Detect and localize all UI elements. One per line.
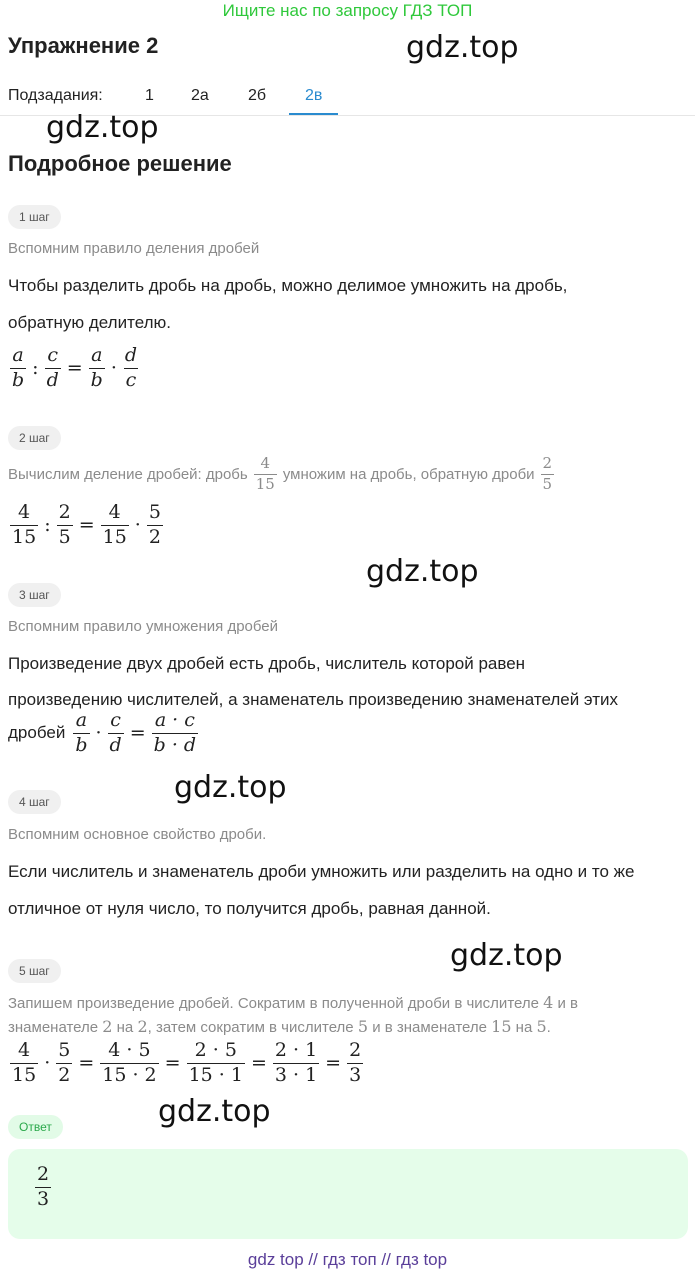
step-text: произведению числителей, а знаменатель произведению знаменателей этих: [8, 690, 619, 709]
step-text: Если числитель и знаменатель дроби умножить или разделить на одно и то же: [8, 862, 635, 881]
formula-division-rule: $\frac{a}{b}$ : $\frac{c}{d}$ = $\frac{a}{b}$ · $\frac{d}{c}$: [12, 344, 138, 391]
answer-value: $\frac{2}{3}$: [37, 1163, 50, 1210]
solution-title: Подробное решение: [8, 151, 232, 176]
tab-subtask-2v[interactable]: 2в: [305, 87, 323, 104]
formula-step5: $\frac{4}{15}$ · $\frac{5}{2}$ = $\frac{4 \cdot 5}{15 \cdot 2}$ = $\frac{2 \cdot 5}{15 \cdot 1}$ = $\frac{2 \cdot 1}{3 \cdot 1}$ = $\frac{2}{3}$: [12, 1039, 362, 1086]
tab-subtask-1[interactable]: 1: [145, 87, 154, 104]
step-text: Произведение двух дробей есть дробь, числитель которой равен: [8, 654, 526, 673]
subtasks-label: Подзадания:: [8, 87, 103, 104]
step-hint: Вспомним правило деления дробей: [8, 240, 260, 257]
step-text: дробей $\frac{a}{b}$ · $\frac{c}{d}$ = $\frac{a \cdot c}{b \cdot d}$: [8, 709, 197, 756]
watermark: gdz.top: [450, 938, 563, 973]
step-badge: 2 шаг: [8, 426, 61, 450]
answer-box: [8, 1149, 688, 1239]
step-hint: знаменателе 2 на 2, затем сократим в числителе 5 и в знаменателе 15 на 5.: [8, 1017, 551, 1036]
step-text: обратную делителю.: [8, 313, 171, 332]
step-badge: 1 шаг: [8, 205, 61, 229]
step-badge: 3 шаг: [8, 583, 61, 607]
step-hint: Вспомним правило умножения дробей: [8, 618, 279, 635]
watermark: gdz.top: [46, 110, 159, 145]
footer-links[interactable]: gdz top // гдз топ // гдз top: [247, 1250, 448, 1269]
step-hint: Вспомним основное свойство дроби.: [8, 826, 267, 843]
tab-subtask-2b[interactable]: 2б: [248, 87, 267, 104]
watermark: gdz.top: [406, 30, 519, 65]
tab-subtask-2a[interactable]: 2а: [191, 87, 209, 104]
step-hint: Вычислим деление дробей: дробь $\frac{4}{15}$ умножим на дробь, обратную дроби $\frac{2}{5}$: [8, 454, 553, 493]
step-badge: 5 шаг: [8, 959, 61, 983]
step-badge: 4 шаг: [8, 790, 61, 814]
exercise-title: Упражнение 2: [8, 33, 159, 58]
answer-badge: Ответ: [8, 1115, 63, 1139]
watermark: gdz.top: [158, 1094, 271, 1129]
step-text: отличное от нуля число, то получится дробь, равная данной.: [8, 899, 491, 918]
formula-step2: $\frac{4}{15}$ : $\frac{2}{5}$ = $\frac{4}{15}$ · $\frac{5}{2}$: [12, 501, 161, 548]
watermark: gdz.top: [366, 554, 479, 589]
step-text: Чтобы разделить дробь на дробь, можно делимое умножить на дробь,: [8, 276, 568, 295]
watermark: gdz.top: [174, 770, 287, 805]
promo-banner[interactable]: Ищите нас по запросу ГДЗ ТОП: [222, 1, 473, 20]
step-hint: Запишем произведение дробей. Сократим в полученной дроби в числителе 4 и в: [8, 993, 579, 1012]
